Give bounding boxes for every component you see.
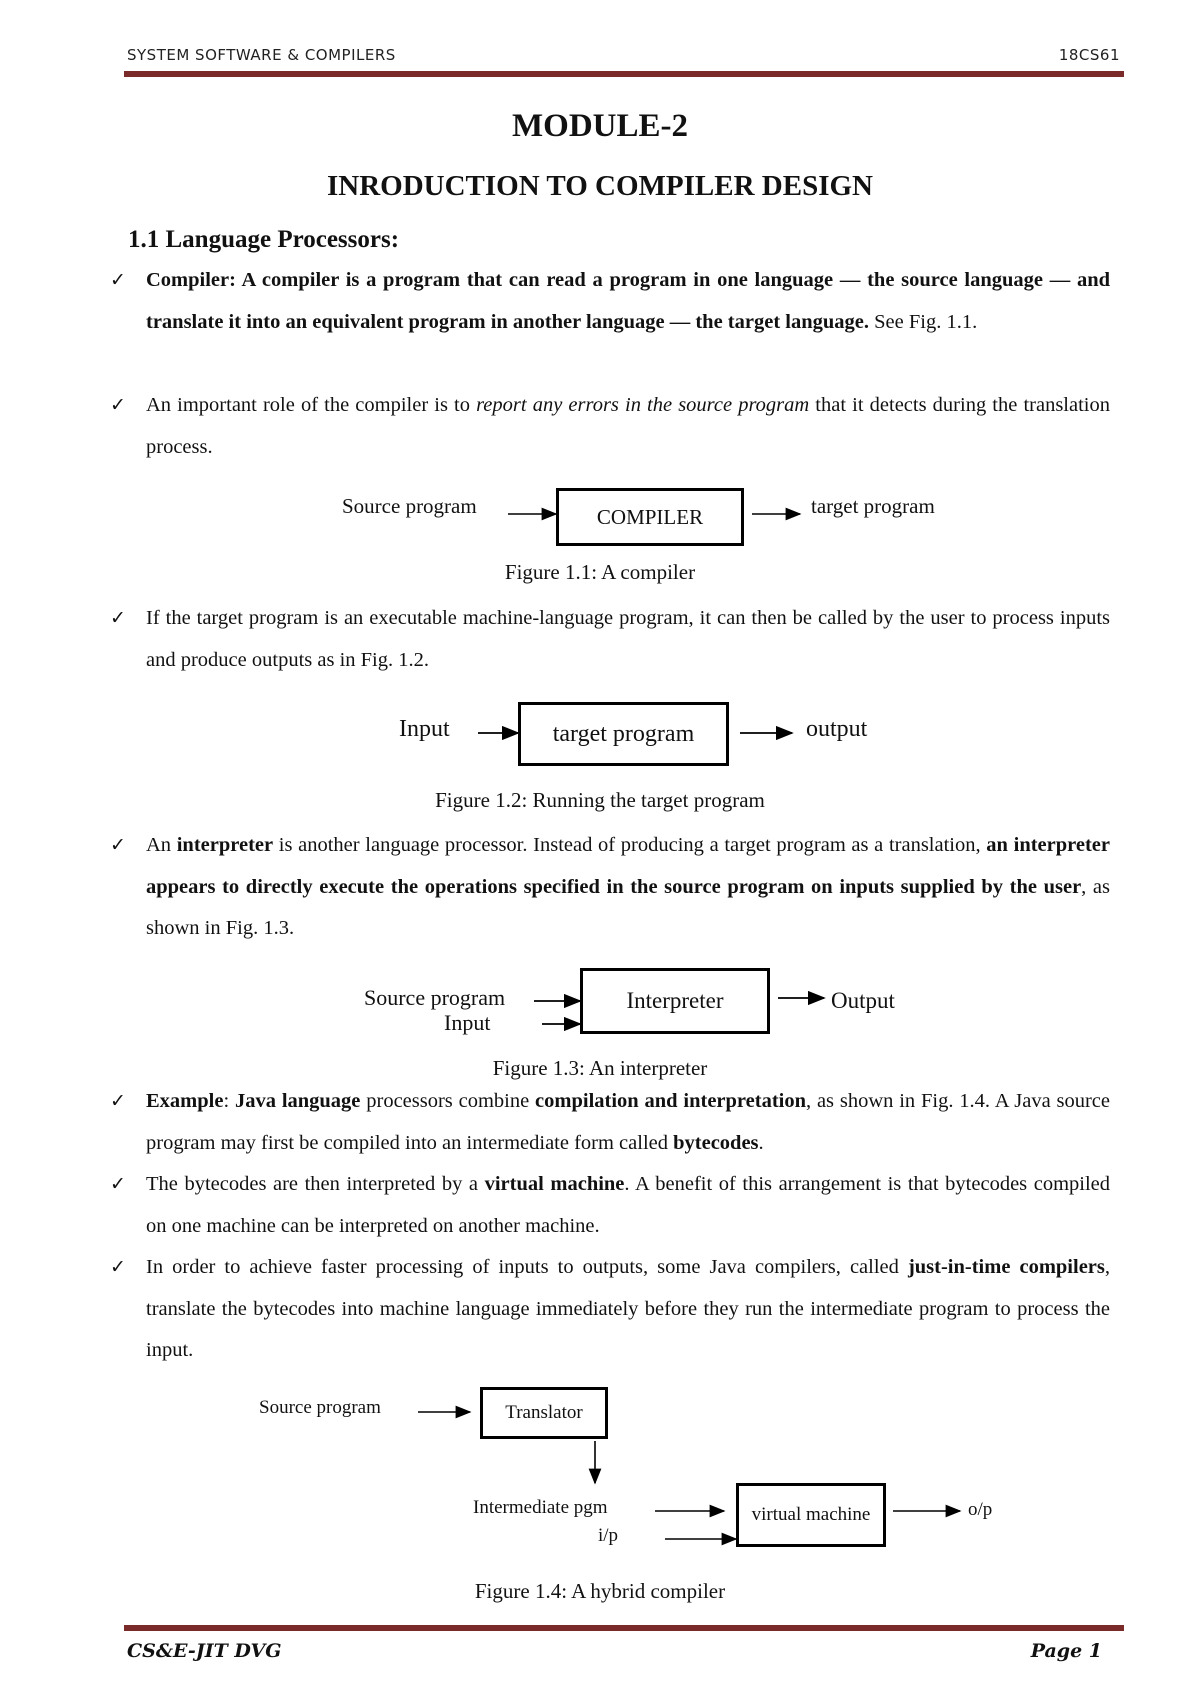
header-course-title: SYSTEM SOFTWARE & COMPILERS bbox=[127, 46, 396, 64]
bullet-interpreter bbox=[110, 825, 1111, 950]
jit-bold-1: just-in-time compilers bbox=[907, 1256, 1105, 1278]
figure-hybrid-compiler bbox=[0, 1385, 1200, 1610]
jit-text-2: , translate the bytecodes into machine language immediately before they run the intermediate program to process the input. bbox=[146, 1256, 1110, 1361]
compiler-definition-bold: Compiler: A compiler is a program that can read a program in one language — the source language — and translate it into an equivalent program in another language — the target language. bbox=[146, 269, 1110, 333]
java-bold-3: compilation and interpretation bbox=[535, 1090, 806, 1112]
java-bold-2: Java language bbox=[234, 1090, 361, 1112]
vm-text-1: The bytecodes are then interpreted by a bbox=[146, 1173, 485, 1195]
fig4-ip-label: i/p bbox=[598, 1525, 619, 1546]
bullet-target-program bbox=[110, 598, 1110, 681]
check-mark-icon: ✓ bbox=[110, 1090, 126, 1112]
error-text-2: that it detects during the translation process. bbox=[146, 394, 1110, 458]
fig4-source-label: Source program bbox=[259, 1397, 381, 1418]
interp-bold-1: interpreter bbox=[176, 834, 274, 856]
figure-interpreter bbox=[0, 968, 1200, 1088]
fig2-input-label: Input bbox=[399, 716, 450, 742]
java-bold-4: bytecodes bbox=[673, 1131, 759, 1154]
header-course-code: 18CS61 bbox=[1058, 46, 1120, 64]
fig2-output-label: output bbox=[806, 716, 868, 742]
error-text-italic: report any errors in the source program bbox=[476, 394, 810, 416]
interp-text-2: is another language processor. Instead of producing a target program as a translation, bbox=[273, 834, 987, 856]
fig4-virtual-machine-box: virtual machine bbox=[736, 1483, 886, 1547]
bullet-error-reporting bbox=[110, 385, 1110, 468]
fig2-caption: Figure 1.2: Running the target program bbox=[435, 788, 765, 812]
java-text-2: processors combine bbox=[360, 1090, 536, 1112]
fig1-caption: Figure 1.1: A compiler bbox=[504, 560, 696, 584]
java-bold-1: Example bbox=[146, 1090, 224, 1112]
fig3-input-label: Input bbox=[444, 1010, 491, 1035]
check-mark-icon: ✓ bbox=[110, 1173, 126, 1195]
target-program-text: If the target program is an executable machine-language program, it can then be called by the user to process inputs and produce outputs as in Fig. 1.2. bbox=[146, 607, 1110, 671]
vm-text-2: . A benefit of this arrangement is that bytecodes compiled on one machine can be interpreted on another machine. bbox=[146, 1173, 1111, 1237]
footer-department: CS&E-JIT DVG bbox=[127, 1640, 282, 1662]
fig1-source-label: Source program bbox=[342, 494, 477, 518]
figure-compiler bbox=[0, 470, 1200, 584]
fig4-translator-box: Translator bbox=[480, 1387, 608, 1439]
module-title: MODULE-2 bbox=[512, 108, 688, 144]
compiler-definition-ref: See Fig. 1.1. bbox=[869, 310, 978, 333]
java-text-4: . bbox=[758, 1131, 764, 1154]
footer-rule bbox=[124, 1625, 1124, 1631]
interp-text-3: , as shown in Fig. 1.3. bbox=[146, 875, 1111, 939]
fig2-target-box: target program bbox=[518, 702, 729, 766]
check-mark-icon: ✓ bbox=[110, 834, 126, 856]
check-mark-icon: ✓ bbox=[110, 394, 126, 416]
check-mark-icon: ✓ bbox=[110, 1256, 126, 1278]
bullet-virtual-machine bbox=[110, 1164, 1111, 1247]
fig3-output-label: Output bbox=[831, 988, 895, 1013]
fig3-source-label: Source program bbox=[364, 985, 506, 1010]
fig3-caption: Figure 1.3: An interpreter bbox=[492, 1056, 708, 1080]
chapter-title: INRODUCTION TO COMPILER DESIGN bbox=[327, 170, 873, 202]
check-mark-icon: ✓ bbox=[110, 607, 126, 629]
error-text-1: An important role of the compiler is to bbox=[146, 394, 477, 416]
footer-page-number: Page 1 bbox=[1030, 1640, 1102, 1662]
check-mark-icon: ✓ bbox=[110, 269, 126, 291]
figure-running-target bbox=[0, 692, 1200, 822]
vm-bold-1: virtual machine bbox=[484, 1173, 625, 1195]
bullet-java-example bbox=[110, 1081, 1111, 1164]
fig1-compiler-box: COMPILER bbox=[556, 488, 744, 546]
interp-text-1: An bbox=[146, 834, 177, 856]
header-rule bbox=[124, 71, 1124, 77]
java-text-1: : bbox=[223, 1090, 235, 1112]
fig4-intermediate-label: Intermediate pgm bbox=[473, 1497, 608, 1518]
section-heading: 1.1 Language Processors: bbox=[128, 226, 400, 253]
java-text-3: , as shown in Fig. 1.4. A Java source program may first be compiled into an intermediate form called bbox=[146, 1090, 1111, 1154]
interp-bold-2: an interpreter appears to directly execute the operations specified in the source program on inputs supplied by the user bbox=[146, 834, 1110, 898]
page-header bbox=[127, 46, 1120, 70]
jit-text-1: In order to achieve faster processing of inputs to outputs, some Java compilers, called bbox=[146, 1256, 908, 1278]
fig3-interpreter-box: Interpreter bbox=[580, 968, 770, 1034]
bullet-compiler-definition bbox=[110, 260, 1110, 343]
fig4-op-label: o/p bbox=[968, 1499, 993, 1520]
bullet-jit-compilers bbox=[110, 1247, 1110, 1372]
fig4-caption: Figure 1.4: A hybrid compiler bbox=[474, 1579, 726, 1603]
fig1-target-label: target program bbox=[811, 494, 935, 518]
